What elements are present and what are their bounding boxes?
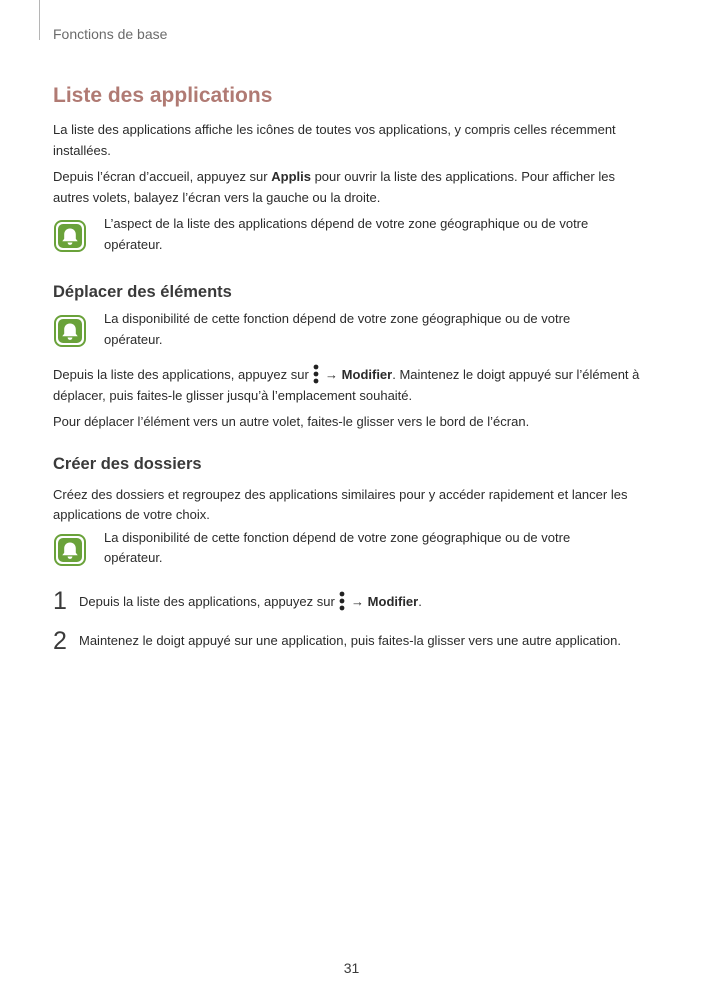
intro-paragraph-1: La liste des applications affiche les icônes de toutes vos applications, y compris celles récemment installées. (53, 122, 616, 158)
modifier-label: Modifier (367, 593, 419, 609)
step-number: 1 (53, 586, 67, 615)
page-title: Liste des applications (53, 84, 273, 107)
move-paragraph-2: Pour déplacer l’élément vers un autre volet, faites-le glisser vers le bord de l’écran. (53, 414, 530, 429)
folders-paragraph-1: Créez des dossiers et regroupez des applications similaires pour y accéder rapidement et lancer les applications de votre choix. (53, 486, 628, 522)
move-text: Depuis la liste des applications, appuyez sur (53, 367, 313, 382)
intro-text-end: pour ouvrir la liste des applications. Pour afficher les autres volets, balayez l’écran vers la gauche ou la droite. (53, 169, 615, 205)
more-options-icon (313, 364, 319, 384)
applis-label: Applis (271, 169, 311, 184)
step-2 (53, 627, 653, 655)
notification-bell-icon (54, 315, 86, 347)
modifier-label: Modifier (341, 367, 393, 382)
step-text-end: . (418, 593, 422, 609)
step-number: 2 (53, 626, 67, 655)
note-box (53, 218, 653, 255)
note-text: La disponibilité de cette fonction dépend de votre zone géographique ou de votre opérateur. (104, 529, 571, 565)
page-content (53, 82, 653, 655)
section-heading-move: Déplacer des éléments (53, 283, 232, 301)
notification-bell-icon (54, 534, 86, 566)
move-paragraph-1 (53, 364, 653, 406)
note-box (53, 313, 653, 350)
section-heading-folders: Créer des dossiers (53, 454, 202, 473)
notification-bell-icon (54, 220, 86, 252)
step-text-start: Depuis la liste des applications, appuyez sur (79, 593, 339, 609)
header-rule (39, 0, 40, 40)
arrow: → (347, 593, 368, 609)
step-text: Maintenez le doigt appuyé sur une application, puis faites-la glisser vers une autre application. (79, 632, 621, 648)
step-text (79, 591, 422, 612)
page-number: 31 (343, 960, 360, 976)
note-text: La disponibilité de cette fonction dépend de votre zone géographique ou de votre opérateur. (104, 311, 571, 347)
intro-paragraph-2 (53, 167, 653, 208)
intro-text: Depuis l’écran d’accueil, appuyez sur (53, 169, 272, 184)
arrow: → (321, 367, 342, 382)
note-text: L’aspect de la liste des applications dépend de votre zone géographique ou de votre opérateur. (104, 216, 589, 252)
step-1 (53, 587, 653, 615)
more-options-icon (339, 591, 345, 611)
section-header: Fonctions de base (53, 26, 168, 42)
move-text-end: . Maintenez le doigt appuyé sur l’élément à déplacer, puis faites-le glisser jusqu’à l’emplacement souhaité. (53, 367, 640, 403)
note-box (53, 529, 653, 569)
